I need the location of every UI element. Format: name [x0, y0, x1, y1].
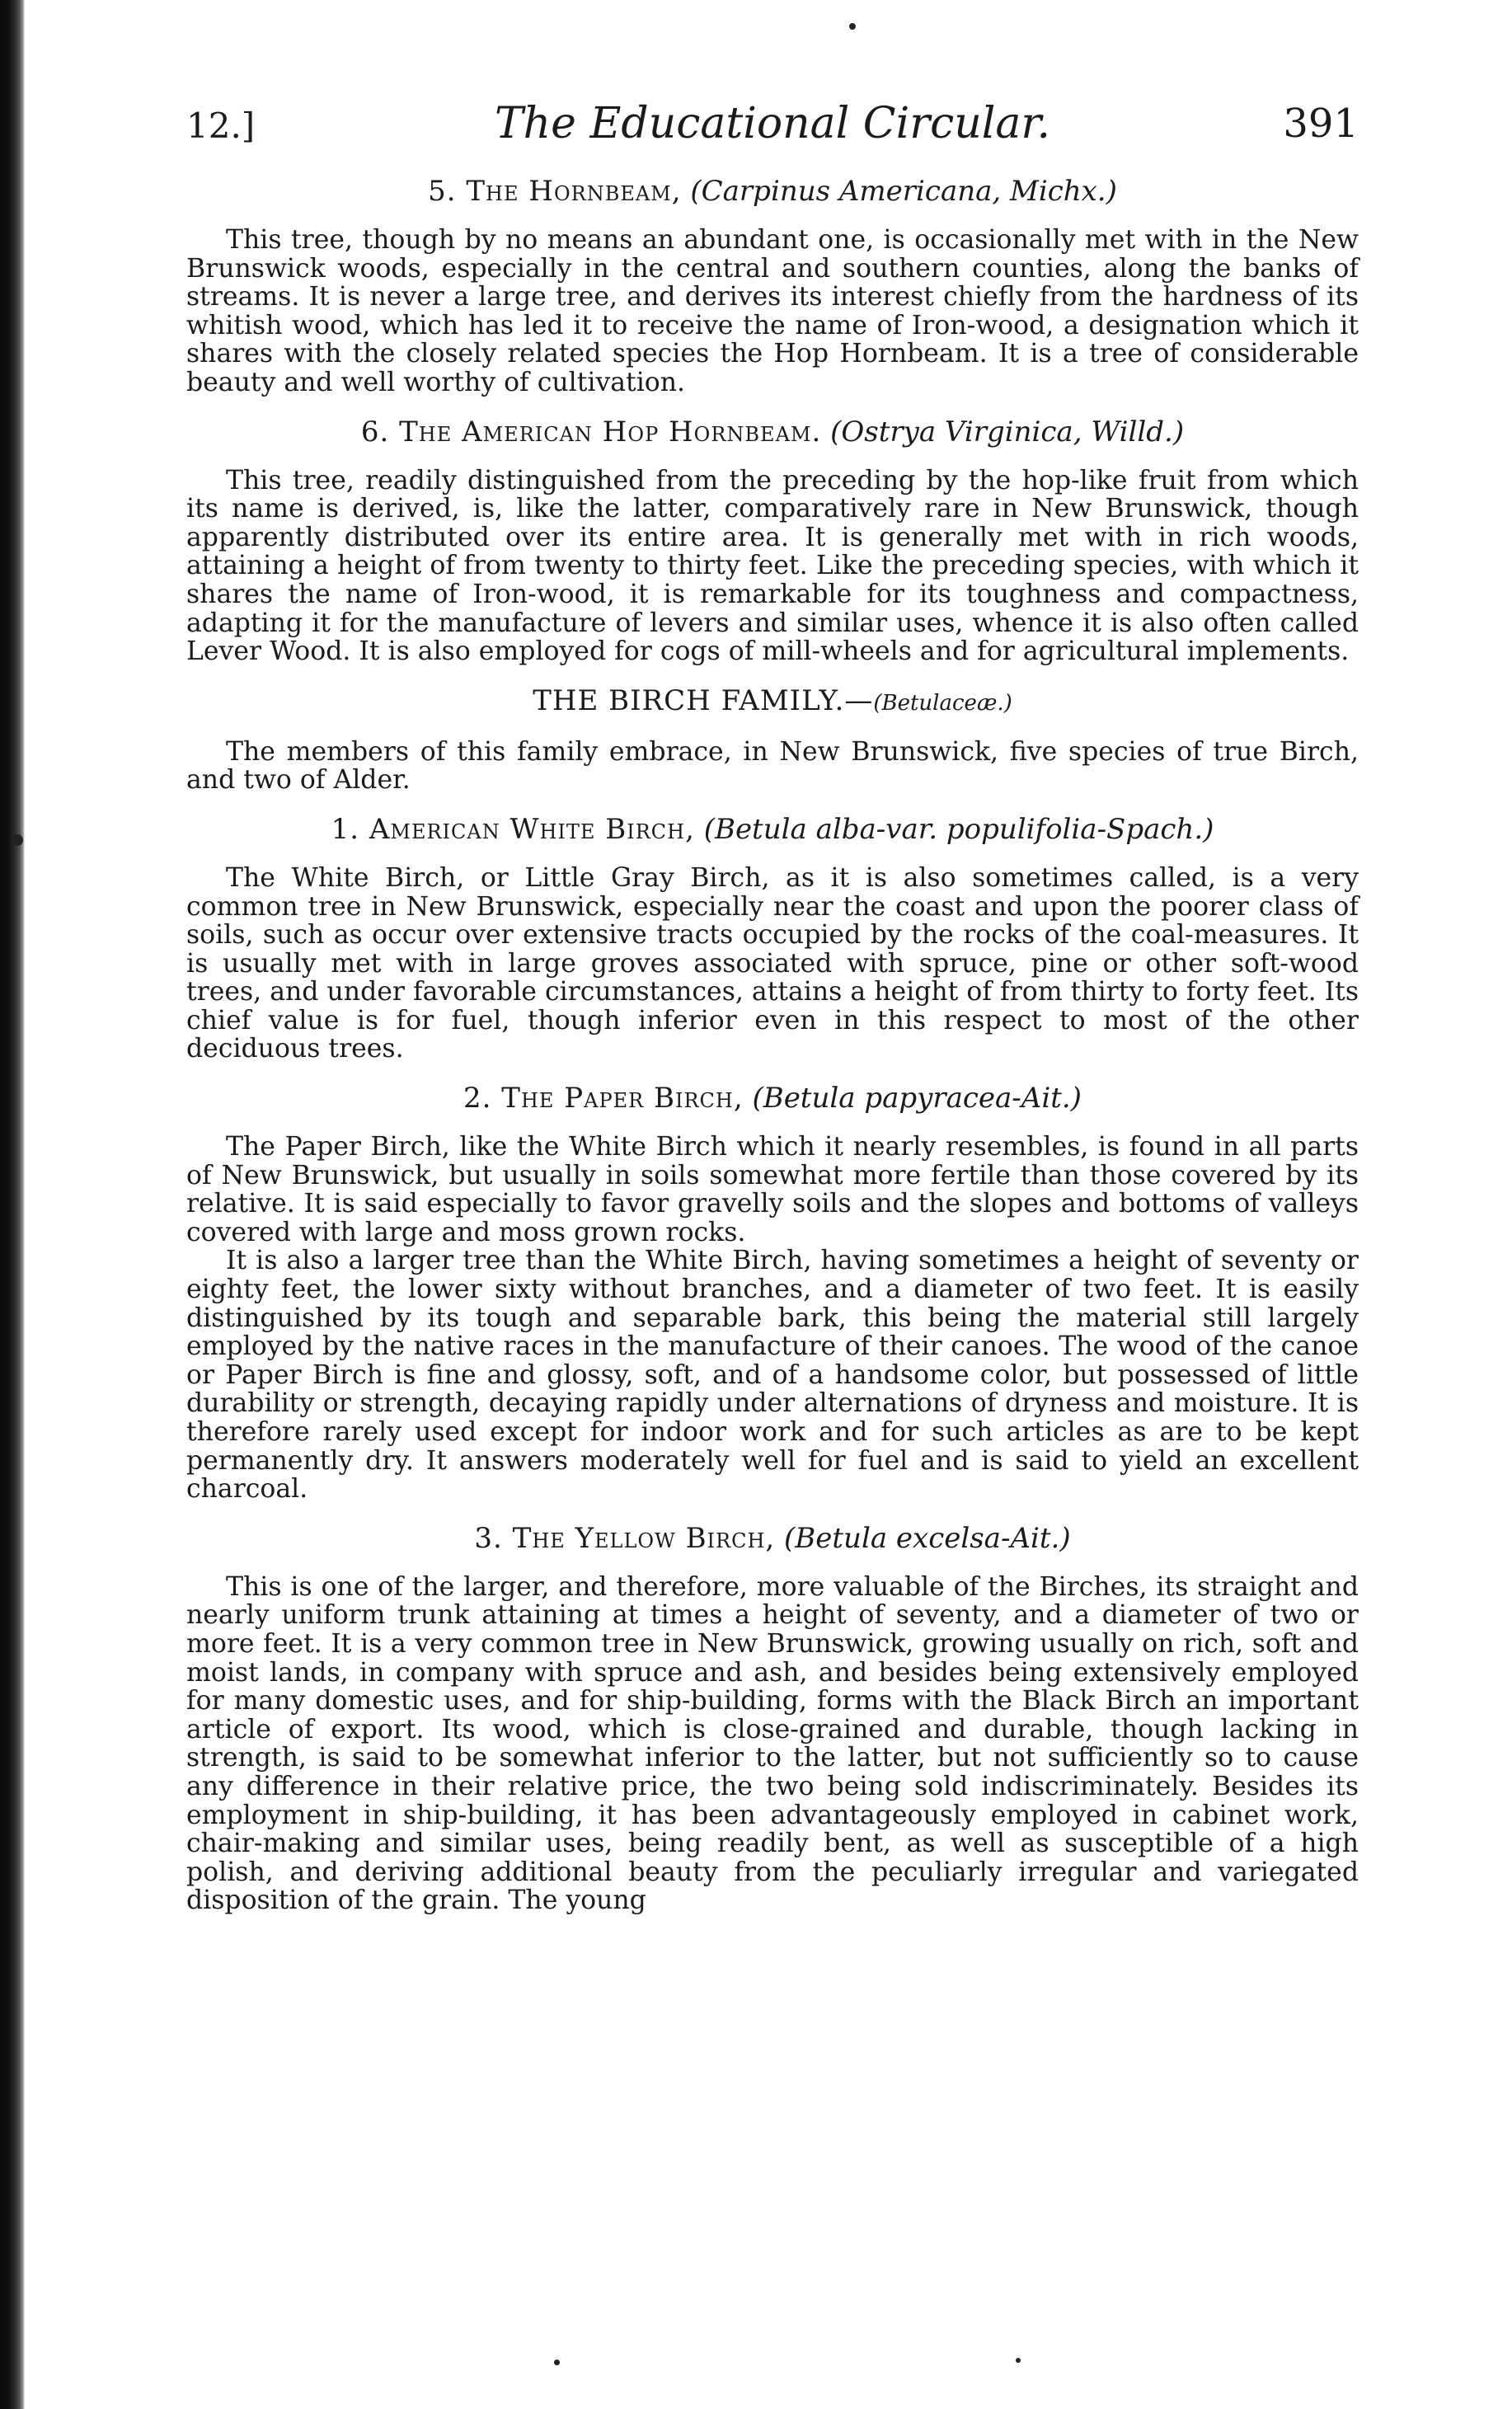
- heading-title: 3. The Yellow Birch,: [474, 1521, 776, 1555]
- heading-latin-name: (Betula papyracea-Ait.): [752, 1082, 1082, 1115]
- speck-bottom-left: [554, 2360, 560, 2365]
- heading-latin-name: (Betulaceæ.): [873, 690, 1012, 716]
- heading-title: 1. American White Birch,: [331, 812, 695, 846]
- paragraph: This is one of the larger, and therefore, more valuable of the Birches, its straight and nearly uniform trunk attaining at times a height of seventy, and a diameter of two or more feet. It is a very common tree in New Brunswick, growing usually on rich, soft and moist lands, in company with spruce and ash, and besides being extensively employed for many domestic uses, and for ship-building, forms with the Black Birch an important article of export. Its wood, which is close-grained and durable, though lacking in strength, is said to be somewhat inferior to the latter, but not sufficiently so to cause any difference in their relative price, the two being sold indiscriminately. Besides its employment in ship-building, it has been advantageously employed in cabinet work, chair-making and similar uses, being readily bent, as well as susceptible of a high polish, and deriving additional beauty from the peculiarly irregular and variegated disposition of the grain. The young: [186, 1571, 1359, 1916]
- paragraph: The White Birch, or Little Gray Birch, as it is also sometimes called, is a very common tree in New Brunswick, especially near the coast and upon the poorer class of soils, such as occur over extensive tracts occupied by the rocks of the coal-measures. It is usually met with in large groves associated with spruce, pine or other soft-wood trees, and under favorable circumstances, attains a height of from thirty to forty feet. Its chief value is for fuel, though inferior even in this respect to most of the other deciduous trees.: [186, 862, 1359, 1064]
- heading-latin-name: (Carpinus Americana, Michx.): [690, 175, 1117, 208]
- paragraph: The members of this family embrace, in New Brunswick, five species of true Birch, and two of Alder.: [186, 736, 1359, 796]
- section-heading-yellow-birch: [186, 1522, 1359, 1555]
- section-heading-white-birch: [186, 813, 1359, 846]
- heading-title: 2. The Paper Birch,: [463, 1082, 744, 1115]
- heading-title: 5. The Hornbeam,: [428, 175, 682, 208]
- scan-binding-edge: [0, 0, 25, 2409]
- family-heading-birch: [186, 684, 1359, 720]
- paragraph: This tree, readily distinguished from the preceding by the hop-like fruit from which its name is derived, is, like the latter, comparatively rare in New Brunswick, though apparently distributed over its entire area. It is generally met with in rich woods, attaining a height of from twenty to thirty feet. Like the preceding species, with which it shares the name of Iron-wood, it is remarkable for its toughness and compactness, adapting it for the manufacture of levers and similar uses, whence it is also often called Lever Wood. It is also employed for cogs of mill-wheels and for agricultural implements.: [186, 465, 1359, 667]
- heading-latin-name: (Ostrya Virginica, Willd.): [830, 415, 1185, 448]
- issue-number: 12.]: [186, 106, 256, 146]
- running-head: [186, 99, 1359, 153]
- journal-title: The Educational Circular.: [494, 99, 1051, 148]
- page-number: 391: [1283, 101, 1359, 147]
- paragraph: The Paper Birch, like the White Birch which it nearly resembles, is found in all parts of New Brunswick, but usually in soils somewhat more fertile than those covered by its relative. It is said especially to favor gravelly soils and the slopes and bottoms of valleys covered with large and moss grown rocks.: [186, 1132, 1359, 1247]
- section-heading-paper-birch: [186, 1082, 1359, 1115]
- heading-title: 6. The American Hop Hornbeam.: [360, 415, 822, 448]
- speck-top: [849, 23, 856, 30]
- heading-latin-name: (Betula alba-var. populifolia-Spach.): [703, 812, 1214, 846]
- heading-title: THE BIRCH FAMILY.—: [533, 683, 874, 717]
- speck-left-margin: [12, 834, 23, 846]
- document-page: [186, 99, 1359, 1915]
- paragraph: It is also a larger tree than the White Birch, having sometimes a height of seventy or eighty feet, the lower sixty without branches, and a diameter of two feet. It is easily distinguished by its tough and separable bark, this being the material still largely employed by the native races in the manufacture of their canoes. The wood of the canoe or Paper Birch is fine and glossy, soft, and of a handsome color, but possessed of little durability or strength, decaying rapidly under alternations of dryness and moisture. It is therefore rarely used except for indoor work and for such articles as are to be kept permanently dry. It answers moderately well for fuel and is said to yield an excellent charcoal.: [186, 1246, 1359, 1505]
- section-heading-hop-hornbeam: [186, 416, 1359, 448]
- section-heading-hornbeam: [186, 175, 1359, 208]
- paragraph: This tree, though by no means an abundant one, is occasionally met with in the New Brunswick woods, especially in the central and southern counties, along the banks of streams. It is never a large tree, and derives its interest chiefly from the hardness of its whitish wood, which has led it to receive the name of Iron-wood, a designation which it shares with the closely related species the Hop Hornbeam. It is a tree of considerable beauty and well worthy of cultivation.: [186, 225, 1359, 397]
- speck-bottom-right: [1016, 2358, 1021, 2363]
- heading-latin-name: (Betula excelsa-Ait.): [784, 1521, 1071, 1555]
